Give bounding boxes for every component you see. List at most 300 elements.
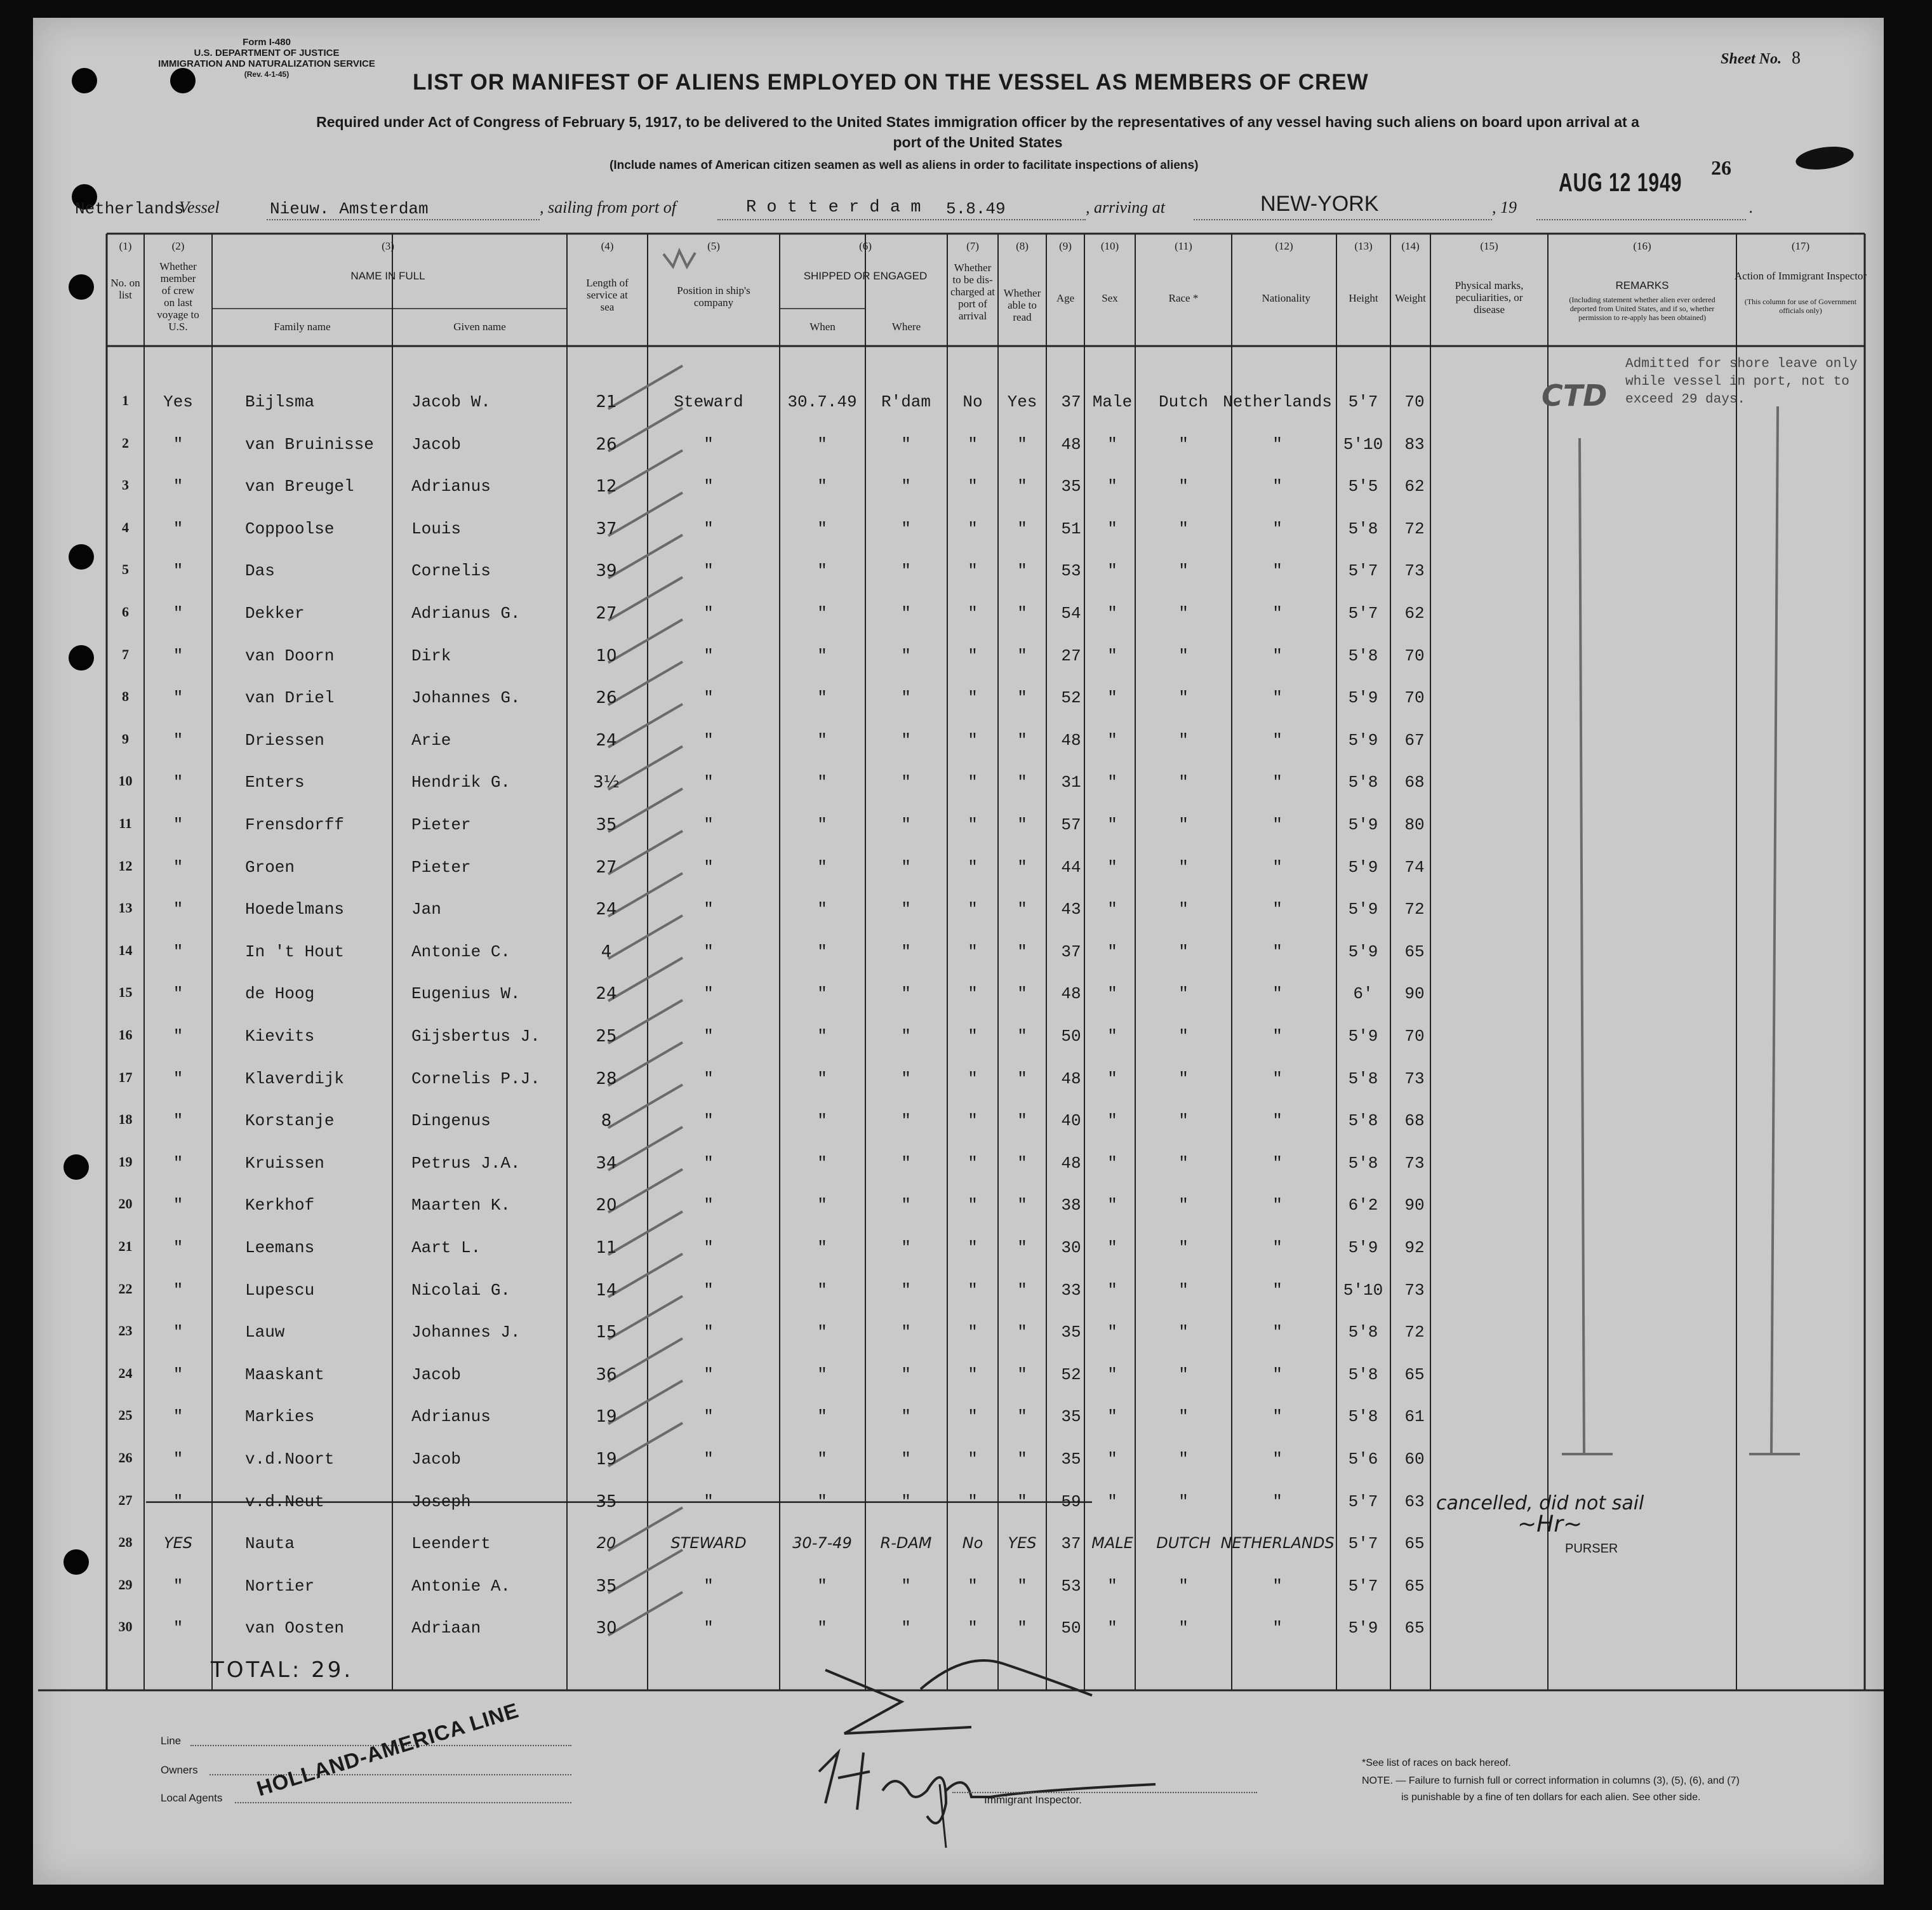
cell-no: 10 (118, 773, 133, 789)
pencil-check-mark (608, 1085, 683, 1128)
cell-read: " (1017, 1450, 1027, 1469)
cell-when: " (817, 434, 827, 454)
pencil-check-mark (608, 577, 683, 620)
cell-given: Dirk (411, 646, 451, 665)
cell-race: " (1178, 1111, 1189, 1131)
cell-race: " (1178, 815, 1189, 834)
cell-position: " (703, 561, 714, 581)
cell-when: " (817, 1450, 827, 1469)
subtitle-line-1: Required under Act of Congress of February 5, 1917, to be delivered to the United States immigration officer by the representatives of any vessel having such aliens on board upon arrival at a (316, 114, 1639, 130)
cell-given: Adrianus G. (411, 604, 521, 623)
cell-race: Dutch (1158, 392, 1209, 411)
cell-age: 52 (1061, 1365, 1081, 1384)
cell-where: " (901, 1365, 911, 1384)
cell-weight: 90 (1404, 984, 1425, 1004)
pencil-check-mark (608, 958, 683, 1001)
cell-race: " (1178, 1196, 1189, 1215)
cell-nationality: " (1272, 477, 1282, 497)
cell-race: " (1178, 900, 1189, 919)
cell-race: " (1178, 730, 1189, 750)
cell-weight: 68 (1404, 1111, 1425, 1131)
cell-age: 48 (1061, 984, 1081, 1004)
cell-sex: " (1107, 646, 1117, 665)
cell-when: 30-7-49 (792, 1534, 852, 1553)
cell-given: Aart L. (411, 1238, 481, 1257)
cell-given: Johannes J. (411, 1323, 521, 1342)
pencil-check-mark (608, 1339, 683, 1382)
cell-family: Hoedelmans (245, 900, 345, 919)
cell-when: " (817, 1111, 827, 1131)
pencil-check-mark (608, 789, 683, 832)
cell-weight: 65 (1404, 1365, 1425, 1384)
column-label: Race * (1168, 292, 1199, 304)
column-number: (9) (1059, 240, 1072, 252)
vessel-name: Nieuw. Amsterdam (270, 199, 429, 218)
column-number: (16) (1633, 240, 1651, 252)
pencil-check-mark (608, 1169, 683, 1212)
cell-when: " (817, 773, 827, 792)
cell-when: " (817, 900, 827, 919)
cell-age: 33 (1061, 1280, 1081, 1300)
cell-age: 57 (1061, 815, 1081, 834)
column-number: (17) (1791, 240, 1810, 252)
cell-when: " (817, 688, 827, 708)
cell-nationality: " (1272, 434, 1282, 454)
cell-prev: " (173, 688, 183, 708)
cell-age: 59 (1061, 1492, 1081, 1511)
cell-service: 36 (596, 1365, 617, 1384)
cell-read: " (1017, 1027, 1027, 1046)
cell-family: Lupescu (245, 1280, 315, 1300)
cell-service: 8 (601, 1111, 612, 1131)
cell-service: 19 (596, 1407, 617, 1427)
cell-height: 5'8 (1348, 646, 1378, 665)
remarks-instruction: (Including statement whether alien ever ordered deported from United States, and if so, whether permission to re-apply has been obtained) (1569, 295, 1715, 322)
cell-prev: " (173, 984, 183, 1004)
cell-height: 5'7 (1348, 604, 1378, 623)
cell-discharge: " (968, 1111, 978, 1131)
cell-prev: " (173, 1069, 183, 1088)
column-label: No. on list (110, 277, 140, 301)
cell-service: 39 (596, 561, 617, 581)
cell-where: " (901, 1027, 911, 1046)
cell-when: " (817, 984, 827, 1004)
cell-race: " (1178, 773, 1189, 792)
action-instruction: (This column for use of Government officials only) (1744, 297, 1857, 315)
cell-family: Enters (245, 773, 305, 792)
cell-family: Dekker (245, 604, 305, 623)
cell-prev: " (173, 604, 183, 623)
cell-read: " (1017, 1407, 1027, 1427)
cell-no: 24 (118, 1365, 133, 1381)
cell-given: Arie (411, 730, 451, 750)
sailing-label: , sailing from port of (540, 198, 677, 217)
cell-service: 35 (596, 815, 617, 834)
cell-position: " (703, 1365, 714, 1384)
cell-discharge: " (968, 1492, 978, 1511)
cell-where: " (901, 857, 911, 877)
cell-given: Johannes G. (411, 688, 521, 708)
cell-weight: 65 (1404, 942, 1425, 961)
cell-sex: " (1107, 1027, 1117, 1046)
cell-where: " (901, 519, 911, 538)
cell-position: " (703, 1153, 714, 1173)
cell-no: 18 (118, 1111, 133, 1128)
cell-when: " (817, 1153, 827, 1173)
cell-service: 37 (596, 519, 617, 538)
cell-weight: 65 (1404, 1619, 1425, 1638)
cell-weight: 70 (1404, 392, 1425, 411)
cell-race: " (1178, 1450, 1189, 1469)
cell-read: " (1017, 1365, 1027, 1384)
pencil-check-mark (608, 1550, 683, 1593)
cell-nationality: " (1272, 1111, 1282, 1131)
cell-age: 48 (1061, 1153, 1081, 1173)
cell-family: van Driel (245, 688, 335, 708)
cell-age: 44 (1061, 857, 1081, 877)
cell-discharge: " (968, 942, 978, 961)
cell-service: 27 (596, 604, 617, 623)
cell-height: 6' (1353, 984, 1373, 1004)
pencil-check-mark (608, 366, 683, 409)
cell-prev: YES (163, 1534, 193, 1553)
pencil-check-mark (608, 1296, 683, 1339)
cell-height: 5'8 (1348, 1323, 1378, 1342)
cell-where: " (901, 1069, 911, 1088)
cell-weight: 70 (1404, 688, 1425, 708)
pencil-check-mark (608, 1127, 683, 1170)
cell-position: " (703, 1492, 714, 1511)
cell-race: " (1178, 519, 1189, 538)
cell-race: " (1178, 1407, 1189, 1427)
cell-where: " (901, 1323, 911, 1342)
cell-where: " (901, 1153, 911, 1173)
cell-age: 48 (1061, 434, 1081, 454)
cell-read: " (1017, 604, 1027, 623)
cell-position: " (703, 1238, 714, 1257)
cell-no: 11 (119, 815, 132, 831)
cell-age: 54 (1061, 604, 1081, 623)
cell-service: 26 (596, 688, 617, 708)
cell-discharge: " (968, 730, 978, 750)
cell-height: 5'9 (1348, 1238, 1378, 1257)
form-number: Form I-480 (243, 37, 291, 48)
cell-prev: " (173, 1576, 183, 1596)
cell-family: Groen (245, 857, 295, 877)
subtitle-line-2: port of the United States (893, 134, 1063, 150)
cell-sex: " (1107, 815, 1117, 834)
cell-no: 30 (118, 1619, 133, 1635)
cell-position: " (703, 604, 714, 623)
cell-prev: " (173, 900, 183, 919)
cell-height: 5'7 (1348, 561, 1378, 581)
cell-sex: " (1107, 1576, 1117, 1596)
cell-nationality: " (1272, 1492, 1282, 1511)
cell-service: 12 (596, 477, 617, 497)
column-label: REMARKS (1615, 279, 1669, 291)
cell-race: " (1178, 1492, 1189, 1511)
cell-when: " (817, 815, 827, 834)
cell-family: Nortier (245, 1576, 315, 1596)
cell-race: DUTCH (1156, 1534, 1211, 1553)
subheader-where: Where (891, 321, 921, 333)
cell-no: 25 (118, 1407, 133, 1424)
cell-nationality: " (1272, 1153, 1282, 1173)
cell-service: 34 (596, 1153, 617, 1173)
cell-when: " (817, 942, 827, 961)
cell-discharge: " (968, 1027, 978, 1046)
cell-height: 5'9 (1348, 1027, 1378, 1046)
cell-given: Cornelis (411, 561, 491, 581)
cell-height: 5'8 (1348, 1365, 1378, 1384)
cell-sex: " (1107, 1196, 1117, 1215)
cell-service: 3½ (593, 773, 620, 792)
races-note: *See list of races on back hereof. (1362, 1758, 1511, 1768)
column-label: Nationality (1262, 292, 1310, 304)
cell-nationality: " (1272, 1280, 1282, 1300)
cell-sex: " (1107, 1619, 1117, 1638)
cell-given: Hendrik G. (411, 773, 511, 792)
subheader-family: Family name (274, 321, 331, 333)
cell-position: " (703, 1450, 714, 1469)
cell-nationality: NETHERLANDS (1220, 1534, 1335, 1553)
cell-race: " (1178, 434, 1189, 454)
remarks-row1-line2: while vessel in port, not to (1625, 375, 1849, 389)
cell-when: " (817, 646, 827, 665)
cell-read: " (1017, 1153, 1027, 1173)
cell-position: " (703, 477, 714, 497)
column-number: (14) (1401, 240, 1420, 252)
column-number: (3) (382, 240, 394, 252)
cell-when: " (817, 561, 827, 581)
cell-given: Pieter (411, 857, 471, 877)
cell-when: " (817, 1365, 827, 1384)
pencil-check-mark (608, 662, 683, 705)
cell-age: 51 (1061, 519, 1081, 538)
column-label: Whether member of crew on last voyage to U.S. (157, 260, 199, 333)
cell-family: In 't Hout (245, 942, 345, 961)
cell-nationality: " (1272, 1323, 1282, 1342)
pencil-check-mark (608, 408, 683, 451)
cell-service: 25 (596, 1027, 617, 1046)
cell-sex: " (1107, 984, 1117, 1004)
cell-where: " (901, 477, 911, 497)
cell-when: " (817, 730, 827, 750)
cell-position: " (703, 646, 714, 665)
penalty-note-1: NOTE. — Failure to furnish full or correct information in columns (3), (5), (6), and (7) (1362, 1775, 1740, 1786)
cell-sex: " (1107, 1069, 1117, 1088)
cell-where: " (901, 900, 911, 919)
cell-given: Nicolai G. (411, 1280, 511, 1300)
cell-service: 35 (596, 1576, 617, 1596)
cell-race: " (1178, 1619, 1189, 1638)
cell-prev: " (173, 1280, 183, 1300)
cell-no: 26 (118, 1450, 133, 1466)
cell-where: " (901, 434, 911, 454)
inspector-signature (800, 1645, 1206, 1848)
cell-where: " (901, 1238, 911, 1257)
cell-sex: MALE (1091, 1534, 1133, 1553)
cell-age: 53 (1061, 1576, 1081, 1596)
cell-read: " (1017, 942, 1027, 961)
cell-given: Leendert (411, 1534, 491, 1554)
cell-no: 15 (118, 984, 133, 1001)
cell-weight: 73 (1404, 1280, 1425, 1300)
cell-weight: 74 (1404, 857, 1425, 877)
cell-when: " (817, 477, 827, 497)
cell-read: " (1017, 688, 1027, 708)
cell-sex: " (1107, 1323, 1117, 1342)
departure-date: 5.8.49 (946, 199, 1006, 218)
cell-height: 5'9 (1348, 900, 1378, 919)
pencil-check-mark (608, 1212, 683, 1255)
cell-no: 4 (122, 519, 129, 535)
column-label: Height (1349, 292, 1378, 304)
cell-height: 5'9 (1348, 942, 1378, 961)
cell-race: " (1178, 1323, 1189, 1342)
cell-nationality: Netherlands (1223, 392, 1332, 411)
cell-race: " (1178, 1238, 1189, 1257)
cell-position: " (703, 1407, 714, 1427)
cell-position: " (703, 1069, 714, 1088)
cell-sex: " (1107, 477, 1117, 497)
cell-read: " (1017, 730, 1027, 750)
cell-no: 17 (118, 1069, 133, 1085)
cell-family: Frensdorff (245, 815, 345, 834)
cell-sex: " (1107, 1111, 1117, 1131)
cell-where: " (901, 1280, 911, 1300)
cell-position: " (703, 1576, 714, 1596)
cell-no: 7 (122, 646, 129, 662)
cell-nationality: " (1272, 984, 1282, 1004)
cell-race: " (1178, 1280, 1189, 1300)
cell-weight: 60 (1404, 1450, 1425, 1469)
cell-race: " (1178, 561, 1189, 581)
cell-position: " (703, 1323, 714, 1342)
cell-position: " (703, 984, 714, 1004)
cell-height: 5'7 (1348, 1576, 1378, 1596)
cell-discharge: " (968, 984, 978, 1004)
remarks-row1-line3: exceed 29 days. (1625, 392, 1746, 407)
cell-age: 35 (1061, 1450, 1081, 1469)
page-title: LIST OR MANIFEST OF ALIENS EMPLOYED ON THE VESSEL AS MEMBERS OF CREW (413, 70, 1369, 95)
cell-weight: 73 (1404, 1153, 1425, 1173)
cell-prev: Yes (163, 392, 193, 411)
cell-age: 31 (1061, 773, 1081, 792)
cell-where: " (901, 604, 911, 623)
cell-prev: " (173, 1365, 183, 1384)
owners-label: Owners (161, 1764, 198, 1776)
cell-age: 50 (1061, 1619, 1081, 1638)
cell-nationality: " (1272, 730, 1282, 750)
column-number: (13) (1354, 240, 1373, 252)
cell-service: 24 (596, 984, 617, 1004)
cell-where: " (901, 1576, 911, 1596)
cell-service: 28 (596, 1069, 617, 1088)
cell-prev: " (173, 1153, 183, 1173)
remarks-row27-cancelled: cancelled, did not sail (1436, 1492, 1644, 1514)
cell-service: 4 (601, 942, 612, 961)
cell-no: 22 (118, 1280, 133, 1297)
cell-read: " (1017, 1576, 1027, 1596)
pencil-check-mark (608, 450, 683, 493)
cell-family: Kerkhof (245, 1196, 315, 1215)
cell-nationality: " (1272, 1196, 1282, 1215)
cell-where: " (901, 1111, 911, 1131)
cell-family: de Hoog (245, 984, 315, 1004)
cell-prev: " (173, 1492, 183, 1511)
cell-nationality: " (1272, 1069, 1282, 1088)
cell-height: 5'9 (1348, 688, 1378, 708)
cell-when: " (817, 1492, 827, 1511)
cell-sex: " (1107, 519, 1117, 538)
column-number: (2) (171, 240, 185, 252)
cell-read: " (1017, 984, 1027, 1004)
cell-position: " (703, 773, 714, 792)
cell-weight: 73 (1404, 1069, 1425, 1088)
cell-weight: 72 (1404, 1323, 1425, 1342)
remarks-ditto-line (1562, 438, 1613, 1454)
pencil-check-mark (608, 704, 683, 747)
cell-weight: 67 (1404, 730, 1425, 750)
cell-read: " (1017, 1196, 1027, 1215)
cell-discharge: " (968, 1576, 978, 1596)
cell-when: " (817, 1323, 827, 1342)
vessel-flag: Netherlands (75, 199, 184, 218)
cell-given: Adriaan (411, 1619, 481, 1638)
cell-race: " (1178, 1576, 1189, 1596)
column-label: Sex (1102, 292, 1118, 304)
cell-when: 30.7.49 (787, 392, 857, 411)
cell-age: 40 (1061, 1111, 1081, 1131)
cell-nationality: " (1272, 942, 1282, 961)
arriving-label: , arriving at (1086, 198, 1165, 217)
cell-age: 35 (1061, 1407, 1081, 1427)
sheet-number-value: 8 (1792, 48, 1801, 68)
year-end: . (1749, 198, 1754, 217)
cell-read: " (1017, 1238, 1027, 1257)
cell-sex: " (1107, 1450, 1117, 1469)
cell-prev: " (173, 519, 183, 538)
cell-family: Korstanje (245, 1111, 335, 1131)
cell-given: Joseph (411, 1492, 471, 1511)
cell-family: Kievits (245, 1027, 315, 1046)
pencil-check-mark (608, 620, 683, 663)
remarks-initials: CTD (1542, 378, 1608, 413)
cell-sex: " (1107, 561, 1117, 581)
cell-position: " (703, 1196, 714, 1215)
cell-weight: 73 (1404, 561, 1425, 581)
cell-prev: " (173, 857, 183, 877)
cell-height: 5'7 (1348, 1492, 1378, 1511)
cell-no: 23 (118, 1323, 133, 1339)
cell-no: 9 (122, 730, 129, 747)
cell-position: " (703, 688, 714, 708)
cell-family: Kruissen (245, 1153, 324, 1173)
cell-race: " (1178, 1069, 1189, 1088)
cell-service: 11 (596, 1238, 617, 1257)
cell-position: " (703, 1280, 714, 1300)
cell-family: Das (245, 561, 275, 581)
cell-discharge: No (963, 392, 983, 411)
cell-age: 48 (1061, 730, 1081, 750)
cell-position: " (703, 434, 714, 454)
cell-service: 14 (596, 1280, 617, 1300)
cell-position: STEWARD (670, 1534, 747, 1553)
column-label: Action of Immigrant Inspector (1734, 270, 1867, 282)
cell-weight: 72 (1404, 900, 1425, 919)
arrival-date-stamp: AUG 12 1949 (1559, 169, 1682, 197)
